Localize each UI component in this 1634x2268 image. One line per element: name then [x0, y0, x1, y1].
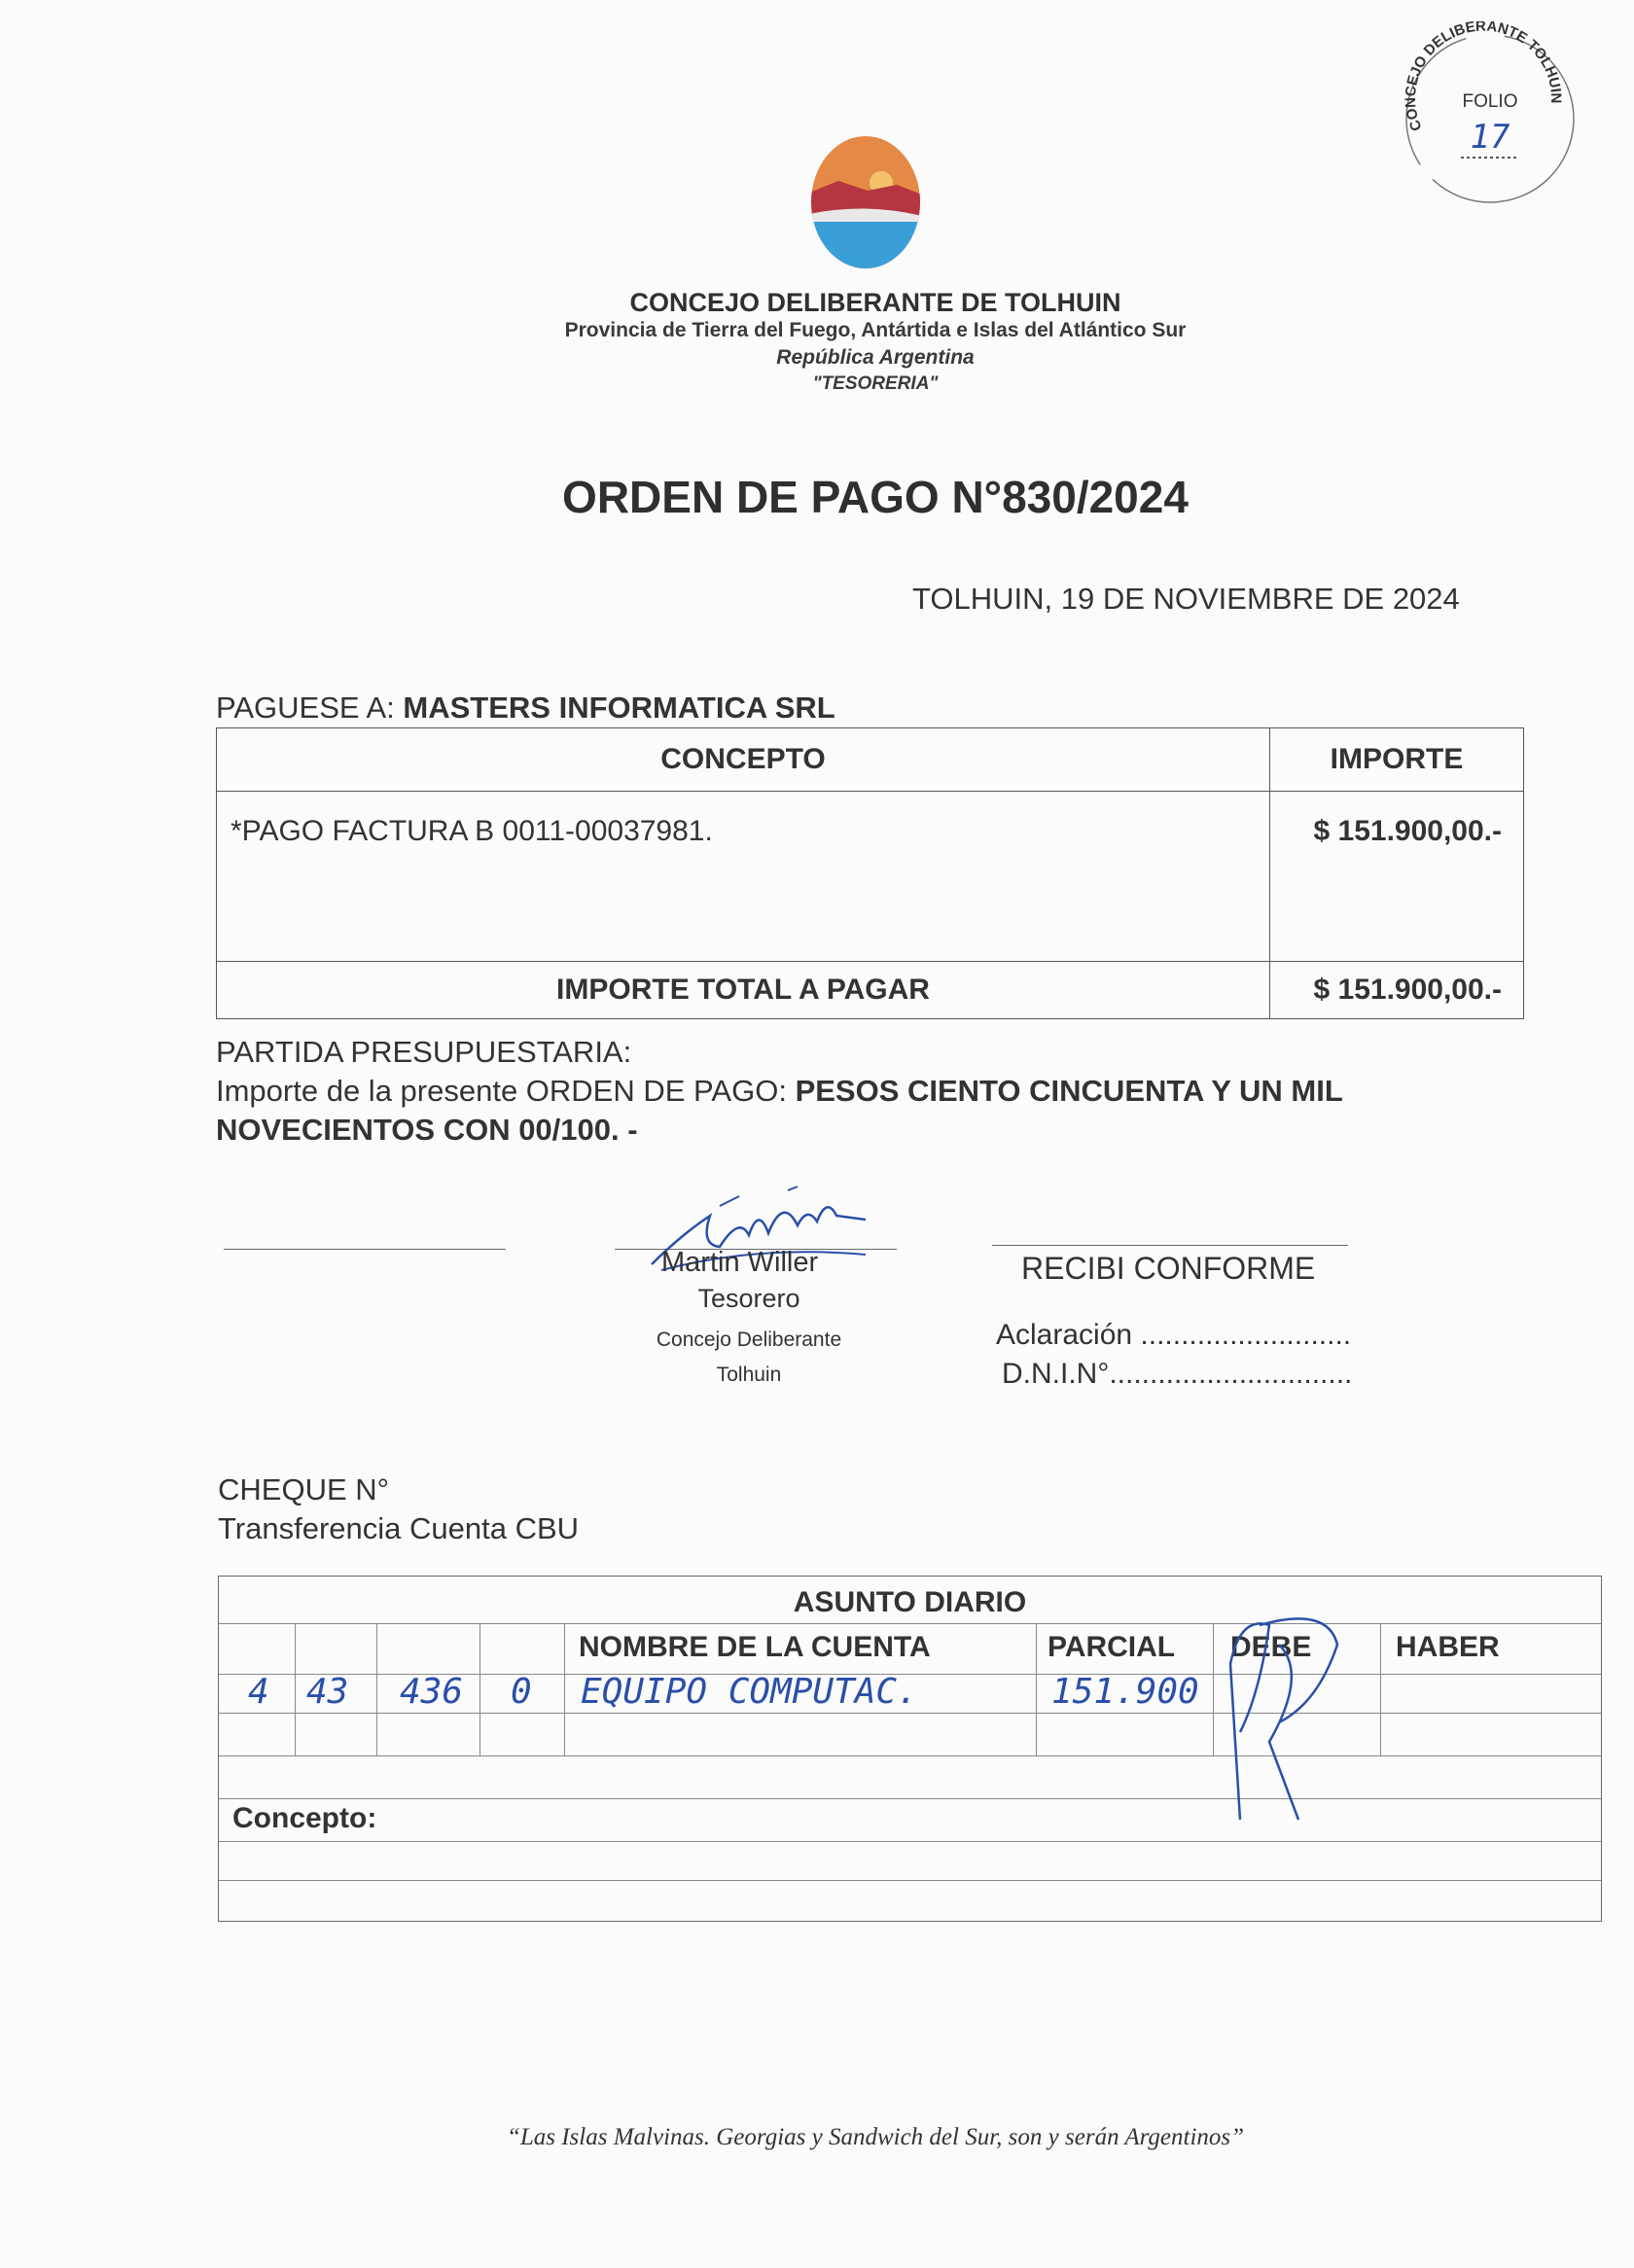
- amount-words-prefix: Importe de la presente ORDEN DE PAGO:: [216, 1074, 787, 1108]
- document-date: TOLHUIN, 19 DE NOVIEMBRE DE 2024: [912, 582, 1460, 616]
- aclaracion-line: Aclaración ..........................: [996, 1319, 1352, 1351]
- signature-line-left: [224, 1249, 506, 1250]
- signer-org: Concejo Deliberante: [656, 1329, 842, 1351]
- ledger-col-haber: HABER: [1396, 1631, 1500, 1663]
- amount-words: PESOS CIENTO CINCUENTA Y UN MIL NOVECIENTOS CON 00/100. -: [216, 1074, 1343, 1147]
- ledger-account-handwritten: EQUIPO COMPUTAC.: [581, 1672, 918, 1712]
- footer-motto: “Las Islas Malvinas. Georgias y Sandwich del Sur, son y serán Argentinos”: [506, 2124, 1245, 2150]
- ledger-col-nombre: NOMBRE DE LA CUENTA: [579, 1631, 931, 1663]
- receipt-label: RECIBI CONFORME: [1021, 1251, 1316, 1286]
- ledger-concepto-label: Concepto:: [232, 1802, 377, 1834]
- payee-label: PAGUESE A:: [216, 691, 395, 725]
- ledger-box: [218, 1576, 1602, 1922]
- province-line: Provincia de Tierra del Fuego, Antártida e Islas del Atlántico Sur: [564, 319, 1187, 341]
- concept-cell: *PAGO FACTURA B 0011-00037981.: [217, 792, 1270, 962]
- total-label: IMPORTE TOTAL A PAGAR: [217, 962, 1270, 1019]
- budget-section: [216, 1033, 1519, 1150]
- signer-role: Tesorero: [697, 1284, 800, 1313]
- transfer-label: Transferencia Cuenta CBU: [218, 1511, 580, 1545]
- dni-line: D.N.I.N°..............................: [1002, 1358, 1353, 1390]
- stamp-label: FOLIO: [1462, 91, 1518, 112]
- amount-cell: $ 151.900,00.-: [1270, 792, 1524, 962]
- ledger-code-2: 43: [306, 1672, 349, 1712]
- svg-text:CONCEJO DELIBERANTE TOLHUIN: [1403, 21, 1564, 133]
- amount-header: IMPORTE: [1270, 728, 1524, 792]
- payment-table: [216, 727, 1524, 1019]
- institution-name: CONCEJO DELIBERANTE DE TOLHUIN: [629, 288, 1121, 317]
- total-amount: $ 151.900,00.-: [1270, 962, 1524, 1019]
- payee-name: MASTERS INFORMATICA SRL: [403, 691, 835, 725]
- stamp-number: 17: [1470, 118, 1510, 157]
- amount-in-words: [216, 1072, 1519, 1150]
- payee-line: [216, 691, 835, 726]
- signature-line-right: [992, 1245, 1348, 1246]
- department-line: "TESORERIA": [812, 373, 939, 394]
- concept-header: CONCEPTO: [217, 728, 1270, 792]
- ledger-debe-scribble: [1201, 1586, 1386, 1829]
- ledger-col-parcial: PARCIAL: [1048, 1631, 1176, 1663]
- payment-method: [218, 1471, 579, 1548]
- ledger-col-debe: DEBE: [1230, 1631, 1312, 1663]
- institution-logo: [809, 134, 922, 270]
- ledger-code-3: 436: [400, 1672, 464, 1712]
- ledger-code-1: 4: [248, 1672, 269, 1712]
- folio-stamp: [1393, 21, 1578, 206]
- cheque-label: CHEQUE N°: [218, 1472, 390, 1506]
- document-title: ORDEN DE PAGO N°830/2024: [562, 472, 1189, 522]
- stamp-ring-text: CONCEJO DELIBERANTE TOLHUIN: [1402, 21, 1565, 133]
- signer-city: Tolhuin: [716, 1364, 782, 1386]
- ledger-title: ASUNTO DIARIO: [793, 1586, 1027, 1618]
- signer-name: Martin Willer: [661, 1247, 819, 1278]
- ledger-parcial-handwritten: 151.900: [1051, 1672, 1199, 1712]
- ledger-code-4: 0: [511, 1672, 532, 1712]
- country-line: República Argentina: [776, 346, 975, 369]
- budget-label: PARTIDA PRESUPUESTARIA:: [216, 1035, 632, 1069]
